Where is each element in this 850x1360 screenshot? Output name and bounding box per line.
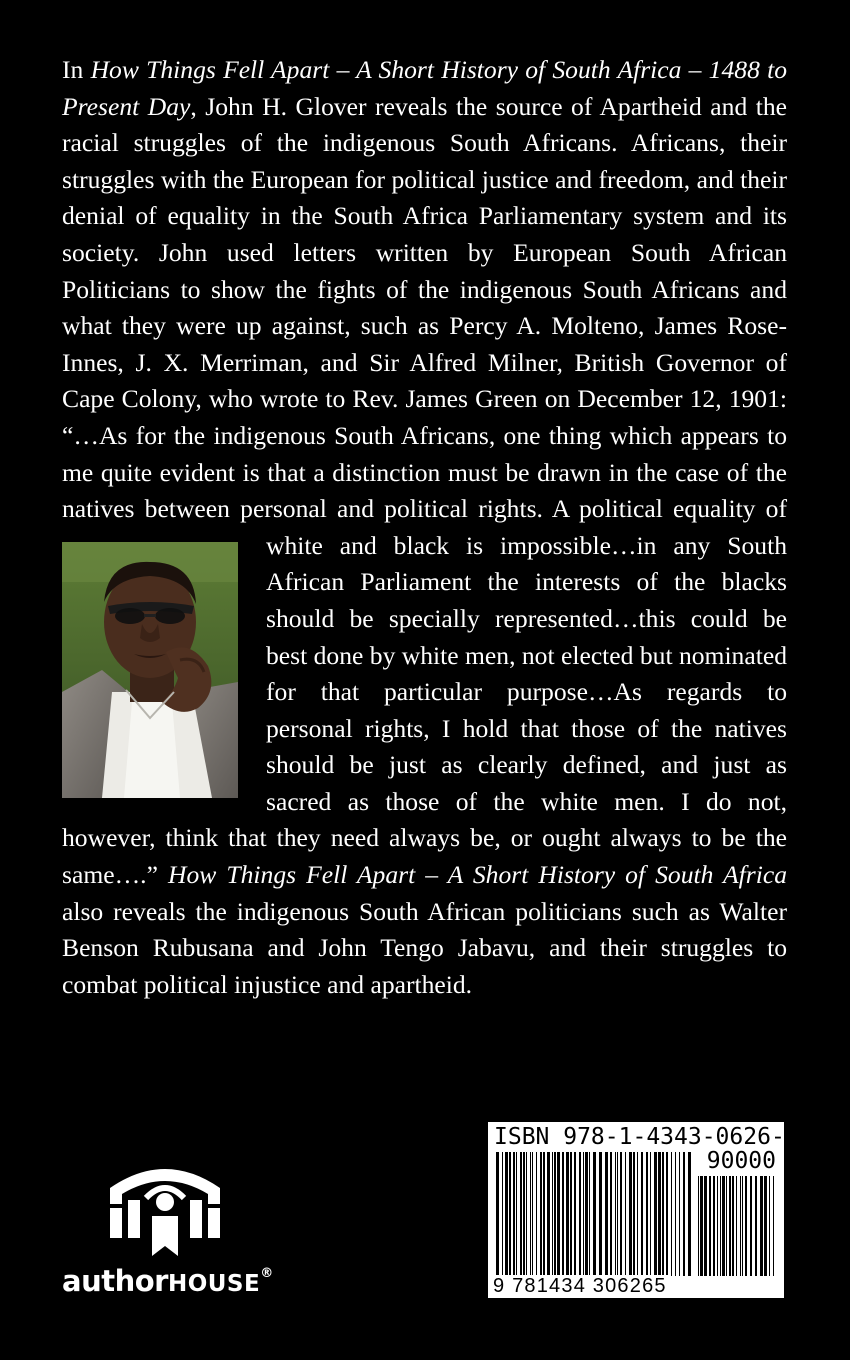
barcode-bar [650,1152,651,1276]
barcode-bar [654,1152,657,1276]
barcode-bar [675,1152,676,1276]
barcode-bar [764,1176,767,1276]
barcode-bar [662,1152,664,1276]
barcode-bar [615,1152,616,1276]
barcode-bar [679,1152,680,1276]
ean-barcode-bars [496,1152,692,1276]
barcode-bar [605,1152,608,1276]
publisher-name-part1: author [62,1264,168,1298]
barcode-bar [540,1152,542,1276]
barcode-bar [599,1152,602,1276]
barcode-bar [516,1152,517,1276]
barcode-bar [641,1152,643,1276]
publisher-logo [62,1158,282,1306]
barcode-bar [700,1176,703,1276]
barcode-bar [722,1176,725,1276]
barcode-bar [742,1176,743,1276]
barcode-bar [704,1176,707,1276]
barcode-bar [523,1152,525,1276]
book-title-full: How Things Fell Apart – A Short History of South Africa – 1488 to Present Day [62,55,788,121]
barcode-bar [579,1152,581,1276]
barcode-bar [620,1152,622,1276]
blurb-body: , John H. Glover reveals the source of Apartheid and the racial struggles of the indigenous South Africans. Africans, their struggles with the European for political justice and freedom, and their denial of equality in the South Africa Parliamentary system and its society. John used letters written by European South African Politicians to show the fights of the indigenous South Africans and what they were up against, such as Percy A. Molteno, James Rose-Innes, J. X. Merriman, and Sir Alfred Milner, British Governor of Cape Colony, who wrote to Rev. James Green on December 12, 1901: “…As for the indigenous South Africans, one thing which appears to me quite evident is that a distinction must be drawn in the case of the natives between personal and political rights. A political [62,91,787,524]
barcode-bar [554,1152,556,1276]
barcode-bar [755,1176,757,1276]
barcode-bar [658,1152,661,1276]
barcode-bar [720,1176,721,1276]
barcode-bar [769,1176,770,1276]
barcode-bar [617,1152,618,1276]
barcode-bar [543,1152,545,1276]
barcode-bar [532,1152,533,1276]
barcode-bar [589,1152,590,1276]
barcode-bar [671,1152,672,1276]
ean-digits: 9 781434 306265 [493,1275,667,1297]
barcode-bar [750,1176,752,1276]
book-title-short: How Things Fell Apart – A Short History of South Africa [167,860,787,890]
addon-barcode-bars [698,1176,776,1276]
blurb-body-continued: equality of white and black is impossible…in any South African Parliament the interests of the blacks should be specially represented…this could be best done by white men, not elected but nominated for that particular purpose…As regards to personal rights, I hold that those of the natives should be just as clearly defined, and just as sacred as those of the white men. I do not, however, think that they need always be, or ought always to be the same….” [62,494,787,890]
barcode-bar [536,1152,537,1276]
barcode-bar [566,1152,569,1276]
barcode-bar [530,1152,531,1276]
barcode-bar [726,1176,727,1276]
barcode-bar [688,1152,691,1276]
barcode-bar [736,1176,737,1276]
barcode-bar [547,1152,550,1276]
barcode-bar [773,1176,774,1276]
barcode-bar [502,1152,503,1276]
barcode-bar [629,1152,632,1276]
barcode-bar [732,1176,734,1276]
registered-mark: ® [260,1266,273,1281]
barcode-bar [740,1176,741,1276]
barcode-bar [574,1152,576,1276]
publisher-name-part2: HOUSE [167,1271,261,1297]
barcode-bar [717,1176,718,1276]
barcode-bar [552,1152,553,1276]
barcode-bar [646,1152,648,1276]
blurb-intro: In [62,55,91,84]
barcode-bar [698,1176,699,1276]
authorhouse-logo-icon [100,1158,230,1258]
barcode-bar [637,1152,638,1276]
isbn-barcode [488,1122,799,1298]
barcode-bar [633,1152,635,1276]
barcode-bar [666,1152,668,1276]
barcode-bar [562,1152,564,1276]
barcode-bar [729,1176,731,1276]
barcode-bar [585,1152,588,1276]
barcode-bar [520,1152,522,1276]
barcode-bar [713,1176,715,1276]
author-photo [62,542,238,798]
barcode-bar [610,1152,612,1276]
barcode-bar [557,1152,560,1276]
barcode-bar [509,1152,511,1276]
barcode-bar [683,1152,685,1276]
barcode-bar [496,1152,499,1276]
barcode-bar [745,1176,747,1276]
barcode-bar [760,1176,763,1276]
isbn-number: ISBN 978-1-4343-0626-5 [494,1124,799,1150]
barcode-bar [570,1152,572,1276]
barcode-bar [593,1152,596,1276]
barcode-bar [513,1152,515,1276]
book-description [62,52,787,1003]
barcode-bar [709,1176,711,1276]
publisher-name [62,1264,273,1298]
barcode-bar [505,1152,508,1276]
price-code: 90000 [706,1148,776,1174]
barcode-bar [526,1152,527,1276]
barcode-bar [583,1152,584,1276]
barcode-bar [625,1152,626,1276]
blurb-conclusion: also reveals the indigenous South African politicians such as Walter Benson Rubusana and John Tengo Jabavu, and their struggles to combat political injustice and apartheid. [62,896,787,999]
